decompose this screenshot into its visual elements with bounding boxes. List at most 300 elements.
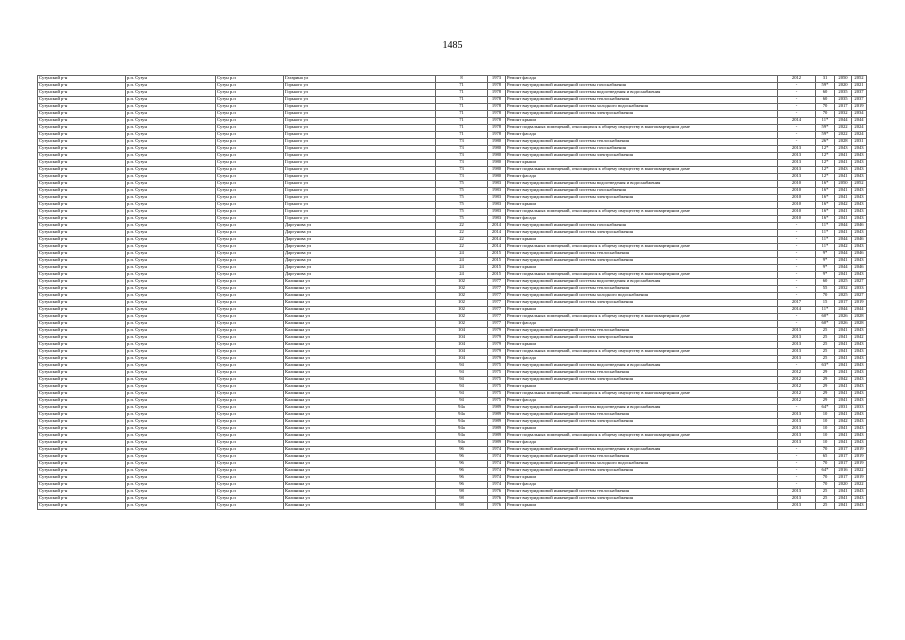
district-cell: Сузунский р-н: [38, 202, 126, 209]
last-repair-year-cell: -: [778, 461, 816, 468]
table-row: [38, 363, 867, 370]
plan-end-cell: 2043: [852, 503, 867, 510]
street-cell: Горького ул: [284, 97, 436, 104]
plan-end-cell: 2022: [852, 482, 867, 489]
wear-percent-cell: 60: [816, 90, 835, 97]
work-type-cell: Ремонт внутридомовой инженерной системы водоотведения и водоснабжения: [506, 90, 778, 97]
house-number-cell: 94: [436, 398, 488, 405]
street-cell: Горького ул: [284, 104, 436, 111]
work-type-cell: Ремонт крыши: [506, 160, 778, 167]
house-number-cell: 102: [436, 293, 488, 300]
plan-end-cell: 2021: [852, 83, 867, 90]
plan-start-cell: 2041: [835, 503, 852, 510]
table-row: [38, 272, 867, 279]
last-repair-year-cell: 2010: [778, 181, 816, 188]
street-cell: Калинина ул: [284, 433, 436, 440]
house-number-cell: 73: [436, 139, 488, 146]
build-year-cell: 1989: [488, 426, 506, 433]
street-cell: Калинина ул: [284, 279, 436, 286]
wear-percent-cell: 9*: [816, 265, 835, 272]
plan-start-cell: 2022: [835, 125, 852, 132]
district-cell: Сузунский р-н: [38, 181, 126, 188]
plan-start-cell: 2028: [835, 139, 852, 146]
plan-start-cell: 2032: [835, 111, 852, 118]
last-repair-year-cell: 2013: [778, 342, 816, 349]
work-type-cell: Ремонт крыши: [506, 475, 778, 482]
build-year-cell: 1976: [488, 503, 506, 510]
plan-end-cell: 2043: [852, 244, 867, 251]
plan-start-cell: 2017: [835, 104, 852, 111]
street-cell: Горького ул: [284, 181, 436, 188]
settlement-cell: р.п. Сузун: [126, 125, 216, 132]
district-cell: Сузунский р-н: [38, 139, 126, 146]
locality-cell: Сузун р.п: [216, 398, 284, 405]
build-year-cell: 1975: [488, 384, 506, 391]
build-year-cell: 1983: [488, 188, 506, 195]
table-row: [38, 342, 867, 349]
build-year-cell: 1973: [488, 76, 506, 83]
wear-percent-cell: 60*: [816, 314, 835, 321]
table-row: [38, 370, 867, 377]
street-cell: Горького ул: [284, 188, 436, 195]
table-row: [38, 153, 867, 160]
build-year-cell: 1983: [488, 209, 506, 216]
last-repair-year-cell: -: [778, 258, 816, 265]
street-cell: Горького ул: [284, 125, 436, 132]
wear-percent-cell: 15: [816, 300, 835, 307]
last-repair-year-cell: -: [778, 454, 816, 461]
settlement-cell: р.п. Сузун: [126, 188, 216, 195]
district-cell: Сузунский р-н: [38, 384, 126, 391]
district-cell: Сузунский р-н: [38, 391, 126, 398]
build-year-cell: 1978: [488, 125, 506, 132]
street-cell: Даргунова ул: [284, 272, 436, 279]
wear-percent-cell: 70: [816, 447, 835, 454]
work-type-cell: Ремонт внутридомовой инженерной системы электроснабжения: [506, 419, 778, 426]
plan-start-cell: 2044: [835, 265, 852, 272]
plan-start-cell: 2017: [835, 475, 852, 482]
wear-percent-cell: 12*: [816, 160, 835, 167]
locality-cell: Сузун р.п: [216, 244, 284, 251]
work-type-cell: Ремонт внутридомовой инженерной системы газоснабжения: [506, 188, 778, 195]
district-cell: Сузунский р-н: [38, 223, 126, 230]
street-cell: Калинина ул: [284, 321, 436, 328]
build-year-cell: 2015: [488, 265, 506, 272]
house-number-cell: 24: [436, 251, 488, 258]
settlement-cell: р.п. Сузун: [126, 419, 216, 426]
work-type-cell: Ремонт фасада: [506, 398, 778, 405]
work-type-cell: Ремонт внутридомовой инженерной системы теплоснабжения: [506, 286, 778, 293]
plan-start-cell: 2025: [835, 279, 852, 286]
build-year-cell: 1983: [488, 202, 506, 209]
street-cell: Калинина ул: [284, 335, 436, 342]
street-cell: Калинина ул: [284, 363, 436, 370]
plan-end-cell: 2043: [852, 489, 867, 496]
table-row: [38, 132, 867, 139]
district-cell: Сузунский р-н: [38, 356, 126, 363]
wear-percent-cell: 70: [816, 104, 835, 111]
plan-end-cell: 2043: [852, 209, 867, 216]
work-type-cell: Ремонт внутридомовой инженерной системы холодного водоснабжения: [506, 461, 778, 468]
district-cell: Сузунский р-н: [38, 405, 126, 412]
build-year-cell: 1989: [488, 419, 506, 426]
last-repair-year-cell: 2013: [778, 160, 816, 167]
locality-cell: Сузун р.п: [216, 293, 284, 300]
plan-end-cell: 2028: [852, 314, 867, 321]
house-number-cell: 94а: [436, 412, 488, 419]
street-cell: Калинина ул: [284, 293, 436, 300]
street-cell: Калинина ул: [284, 482, 436, 489]
settlement-cell: р.п. Сузун: [126, 104, 216, 111]
table-row: [38, 286, 867, 293]
plan-start-cell: 2043: [835, 167, 852, 174]
district-cell: Сузунский р-н: [38, 342, 126, 349]
locality-cell: Сузун р.п: [216, 419, 284, 426]
plan-start-cell: 2020: [835, 83, 852, 90]
plan-start-cell: 2041: [835, 356, 852, 363]
last-repair-year-cell: 2010: [778, 188, 816, 195]
last-repair-year-cell: 2014: [778, 118, 816, 125]
build-year-cell: 1977: [488, 286, 506, 293]
settlement-cell: р.п. Сузун: [126, 272, 216, 279]
last-repair-year-cell: 2013: [778, 356, 816, 363]
table-row: [38, 496, 867, 503]
plan-start-cell: 2044: [835, 237, 852, 244]
table-row: [38, 118, 867, 125]
house-number-cell: 73: [436, 174, 488, 181]
plan-end-cell: 2043: [852, 230, 867, 237]
district-cell: Сузунский р-н: [38, 209, 126, 216]
locality-cell: Сузун р.п: [216, 188, 284, 195]
table-row: [38, 377, 867, 384]
wear-percent-cell: 70: [816, 482, 835, 489]
house-number-cell: 98: [436, 503, 488, 510]
street-cell: Калинина ул: [284, 412, 436, 419]
table-row: [38, 454, 867, 461]
work-type-cell: Ремонт внутридомовой инженерной системы теплоснабжения: [506, 251, 778, 258]
work-type-cell: Ремонт крыши: [506, 503, 778, 510]
wear-percent-cell: 25: [816, 335, 835, 342]
street-cell: Калинина ул: [284, 307, 436, 314]
settlement-cell: р.п. Сузун: [126, 307, 216, 314]
settlement-cell: р.п. Сузун: [126, 461, 216, 468]
street-cell: Горького ул: [284, 195, 436, 202]
last-repair-year-cell: 2013: [778, 167, 816, 174]
district-cell: Сузунский р-н: [38, 489, 126, 496]
street-cell: Даргунова ул: [284, 237, 436, 244]
plan-start-cell: 2041: [835, 195, 852, 202]
last-repair-year-cell: 2013: [778, 174, 816, 181]
table-row: [38, 146, 867, 153]
house-number-cell: 94: [436, 391, 488, 398]
locality-cell: Сузун р.п: [216, 153, 284, 160]
locality-cell: Сузун р.п: [216, 90, 284, 97]
locality-cell: Сузун р.п: [216, 454, 284, 461]
table-row: [38, 293, 867, 300]
plan-end-cell: 2043: [852, 174, 867, 181]
district-cell: Сузунский р-н: [38, 300, 126, 307]
settlement-cell: р.п. Сузун: [126, 258, 216, 265]
house-number-cell: 8: [436, 76, 488, 83]
locality-cell: Сузун р.п: [216, 349, 284, 356]
table-row: [38, 398, 867, 405]
build-year-cell: 1979: [488, 342, 506, 349]
settlement-cell: р.п. Сузун: [126, 237, 216, 244]
street-cell: Калинина ул: [284, 349, 436, 356]
plan-start-cell: 2020: [835, 482, 852, 489]
table-row: [38, 216, 867, 223]
work-type-cell: Ремонт внутридомовой инженерной системы теплоснабжения: [506, 139, 778, 146]
street-cell: Калинина ул: [284, 405, 436, 412]
table-body: [38, 76, 867, 510]
street-cell: Даргунова ул: [284, 223, 436, 230]
table-row: [38, 412, 867, 419]
last-repair-year-cell: -: [778, 272, 816, 279]
plan-start-cell: 2042: [835, 419, 852, 426]
table-row: [38, 426, 867, 433]
locality-cell: Сузун р.п: [216, 160, 284, 167]
last-repair-year-cell: -: [778, 286, 816, 293]
street-cell: Калинина ул: [284, 314, 436, 321]
last-repair-year-cell: 2012: [778, 370, 816, 377]
plan-end-cell: 2019: [852, 461, 867, 468]
locality-cell: Сузун р.п: [216, 118, 284, 125]
work-type-cell: Ремонт фасада: [506, 216, 778, 223]
settlement-cell: р.п. Сузун: [126, 342, 216, 349]
table-row: [38, 328, 867, 335]
house-number-cell: 94а: [436, 433, 488, 440]
district-cell: Сузунский р-н: [38, 370, 126, 377]
house-number-cell: 96: [436, 468, 488, 475]
locality-cell: Сузун р.п: [216, 384, 284, 391]
house-number-cell: 71: [436, 118, 488, 125]
locality-cell: Сузун р.п: [216, 300, 284, 307]
district-cell: Сузунский р-н: [38, 104, 126, 111]
district-cell: Сузунский р-н: [38, 265, 126, 272]
plan-end-cell: 2043: [852, 342, 867, 349]
plan-start-cell: 2016: [835, 468, 852, 475]
settlement-cell: р.п. Сузун: [126, 118, 216, 125]
district-cell: Сузунский р-н: [38, 118, 126, 125]
plan-start-cell: 2050: [835, 181, 852, 188]
work-type-cell: Ремонт крыши: [506, 426, 778, 433]
house-number-cell: 102: [436, 307, 488, 314]
settlement-cell: р.п. Сузун: [126, 146, 216, 153]
plan-end-cell: 2043: [852, 419, 867, 426]
plan-end-cell: 2022: [852, 468, 867, 475]
wear-percent-cell: 70: [816, 461, 835, 468]
work-type-cell: Ремонт подвальных помещений, относящихся к общему имуществу в многоквартирном доме: [506, 244, 778, 251]
street-cell: Горького ул: [284, 146, 436, 153]
build-year-cell: 1983: [488, 181, 506, 188]
wear-percent-cell: 9*: [816, 272, 835, 279]
settlement-cell: р.п. Сузун: [126, 370, 216, 377]
build-year-cell: 1980: [488, 167, 506, 174]
locality-cell: Сузун р.п: [216, 139, 284, 146]
locality-cell: Сузун р.п: [216, 342, 284, 349]
work-type-cell: Ремонт внутридомовой инженерной системы водоотведения и водоснабжения: [506, 405, 778, 412]
table-row: [38, 419, 867, 426]
last-repair-year-cell: 2017: [778, 300, 816, 307]
house-number-cell: 22: [436, 230, 488, 237]
plan-end-cell: 2043: [852, 328, 867, 335]
work-type-cell: Ремонт внутридомовой инженерной системы водоотведения и водоснабжения: [506, 363, 778, 370]
work-type-cell: Ремонт внутридомовой инженерной системы теплоснабжения: [506, 97, 778, 104]
wear-percent-cell: 10: [816, 440, 835, 447]
street-cell: Горького ул: [284, 174, 436, 181]
work-type-cell: Ремонт подвальных помещений, относящихся к общему имуществу в многоквартирном доме: [506, 433, 778, 440]
plan-start-cell: 2041: [835, 363, 852, 370]
wear-percent-cell: 63*: [816, 363, 835, 370]
table-row: [38, 307, 867, 314]
table-row: [38, 181, 867, 188]
street-cell: Калинина ул: [284, 391, 436, 398]
settlement-cell: р.п. Сузун: [126, 153, 216, 160]
work-type-cell: Ремонт внутридомовой инженерной системы электроснабжения: [506, 468, 778, 475]
work-type-cell: Ремонт подвальных помещений, относящихся к общему имуществу в многоквартирном доме: [506, 349, 778, 356]
wear-percent-cell: 16*: [816, 202, 835, 209]
street-cell: Калинина ул: [284, 461, 436, 468]
last-repair-year-cell: 2013: [778, 328, 816, 335]
settlement-cell: р.п. Сузун: [126, 426, 216, 433]
wear-percent-cell: 29: [816, 384, 835, 391]
last-repair-year-cell: 2010: [778, 195, 816, 202]
locality-cell: Сузун р.п: [216, 335, 284, 342]
settlement-cell: р.п. Сузун: [126, 412, 216, 419]
table-row: [38, 356, 867, 363]
plan-start-cell: 2017: [835, 447, 852, 454]
house-number-cell: 71: [436, 132, 488, 139]
street-cell: Даргунова ул: [284, 230, 436, 237]
wear-percent-cell: 10: [816, 412, 835, 419]
locality-cell: Сузун р.п: [216, 111, 284, 118]
plan-end-cell: 2043: [852, 426, 867, 433]
settlement-cell: р.п. Сузун: [126, 202, 216, 209]
locality-cell: Сузун р.п: [216, 258, 284, 265]
street-cell: Калинина ул: [284, 342, 436, 349]
work-type-cell: Ремонт крыши: [506, 307, 778, 314]
locality-cell: Сузун р.п: [216, 104, 284, 111]
last-repair-year-cell: 2013: [778, 503, 816, 510]
plan-start-cell: 2041: [835, 433, 852, 440]
build-year-cell: 1975: [488, 370, 506, 377]
wear-percent-cell: 16*: [816, 188, 835, 195]
build-year-cell: 1977: [488, 279, 506, 286]
wear-percent-cell: 16*: [816, 181, 835, 188]
house-number-cell: 75: [436, 188, 488, 195]
locality-cell: Сузун р.п: [216, 363, 284, 370]
wear-percent-cell: 25: [816, 349, 835, 356]
locality-cell: Сузун р.п: [216, 125, 284, 132]
house-number-cell: 104: [436, 356, 488, 363]
wear-percent-cell: 60: [816, 97, 835, 104]
plan-end-cell: 2043: [852, 272, 867, 279]
locality-cell: Сузун р.п: [216, 356, 284, 363]
locality-cell: Сузун р.п: [216, 251, 284, 258]
plan-end-cell: 2043: [852, 384, 867, 391]
house-number-cell: 96: [436, 475, 488, 482]
build-year-cell: 1975: [488, 398, 506, 405]
wear-percent-cell: 16*: [816, 209, 835, 216]
work-type-cell: Ремонт внутридомовой инженерной системы электроснабжения: [506, 377, 778, 384]
street-cell: Калинина ул: [284, 489, 436, 496]
plan-end-cell: 2043: [852, 440, 867, 447]
street-cell: Калинина ул: [284, 419, 436, 426]
street-cell: Горького ул: [284, 202, 436, 209]
house-number-cell: 102: [436, 321, 488, 328]
table-row: [38, 139, 867, 146]
locality-cell: Сузун р.п: [216, 265, 284, 272]
settlement-cell: р.п. Сузун: [126, 167, 216, 174]
table-row: [38, 160, 867, 167]
settlement-cell: р.п. Сузун: [126, 265, 216, 272]
locality-cell: Сузун р.п: [216, 209, 284, 216]
work-type-cell: Ремонт внутридомовой инженерной системы водоотведения и водоснабжения: [506, 447, 778, 454]
work-type-cell: Ремонт крыши: [506, 384, 778, 391]
build-year-cell: 1980: [488, 174, 506, 181]
house-number-cell: 96: [436, 447, 488, 454]
settlement-cell: р.п. Сузун: [126, 433, 216, 440]
plan-end-cell: 2024: [852, 125, 867, 132]
district-cell: Сузунский р-н: [38, 237, 126, 244]
plan-end-cell: 2019: [852, 447, 867, 454]
work-type-cell: Ремонт внутридомовой инженерной системы электроснабжения: [506, 300, 778, 307]
table-row: [38, 195, 867, 202]
page-number: 1485: [442, 40, 463, 51]
last-repair-year-cell: 2013: [778, 419, 816, 426]
build-year-cell: 1979: [488, 335, 506, 342]
street-cell: Калинина ул: [284, 328, 436, 335]
district-cell: Сузунский р-н: [38, 419, 126, 426]
work-type-cell: Ремонт внутридомовой инженерной системы водоотведения и водоснабжения: [506, 279, 778, 286]
last-repair-year-cell: -: [778, 265, 816, 272]
locality-cell: Сузун р.п: [216, 237, 284, 244]
last-repair-year-cell: -: [778, 132, 816, 139]
plan-start-cell: 2042: [835, 377, 852, 384]
locality-cell: Сузун р.п: [216, 433, 284, 440]
work-type-cell: Ремонт крыши: [506, 237, 778, 244]
work-type-cell: Ремонт внутридомовой инженерной системы электроснабжения: [506, 335, 778, 342]
district-cell: Сузунский р-н: [38, 314, 126, 321]
plan-end-cell: 2043: [852, 258, 867, 265]
plan-start-cell: 2041: [835, 384, 852, 391]
build-year-cell: 1977: [488, 314, 506, 321]
last-repair-year-cell: 2010: [778, 209, 816, 216]
table-row: [38, 265, 867, 272]
wear-percent-cell: 70: [816, 293, 835, 300]
street-cell: Гагарина ул: [284, 76, 436, 83]
work-type-cell: Ремонт внутридомовой инженерной системы электроснабжения: [506, 230, 778, 237]
house-number-cell: 94: [436, 377, 488, 384]
locality-cell: Сузун р.п: [216, 286, 284, 293]
street-cell: Горького ул: [284, 153, 436, 160]
wear-percent-cell: 12*: [816, 174, 835, 181]
house-number-cell: 104: [436, 349, 488, 356]
plan-start-cell: 2026: [835, 314, 852, 321]
build-year-cell: 1974: [488, 468, 506, 475]
street-cell: Калинина ул: [284, 370, 436, 377]
table-row: [38, 111, 867, 118]
plan-end-cell: 2033: [852, 405, 867, 412]
locality-cell: Сузун р.п: [216, 202, 284, 209]
wear-percent-cell: 12*: [816, 153, 835, 160]
plan-start-cell: 2041: [835, 174, 852, 181]
wear-percent-cell: 26*: [816, 139, 835, 146]
house-number-cell: 96: [436, 454, 488, 461]
house-number-cell: 94: [436, 384, 488, 391]
house-number-cell: 73: [436, 167, 488, 174]
plan-end-cell: 2043: [852, 167, 867, 174]
